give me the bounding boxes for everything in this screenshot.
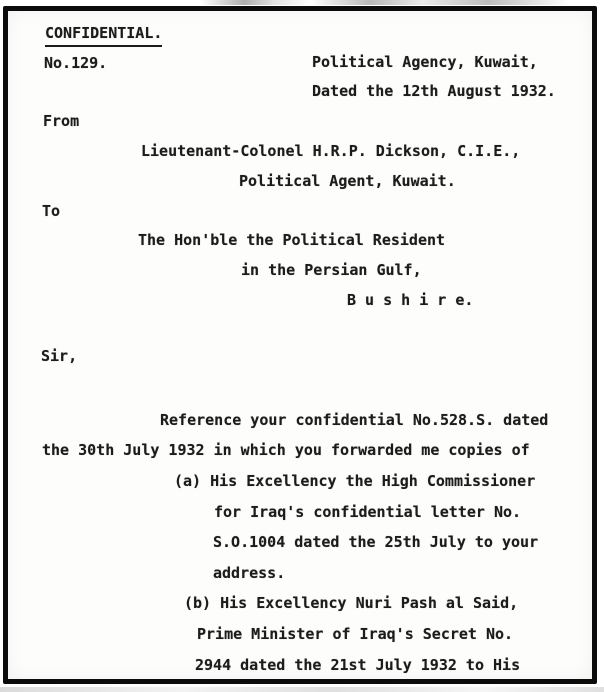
salutation: Sir, — [41, 347, 78, 365]
enclosure-b-line-3: 2944 dated the 21st July 1932 to His — [195, 656, 521, 674]
letter-number: No.129. — [44, 54, 108, 72]
classification-heading: CONFIDENTIAL. — [45, 23, 162, 47]
letterhead-date: Dated the 12th August 1932. — [312, 82, 556, 100]
scan-artifact-bottom — [0, 687, 604, 692]
enclosure-b-line-1: (b) His Excellency Nuri Pash al Said, — [184, 594, 519, 612]
body-paragraph-line-2: the 30th July 1932 in which you forwarded me copies of — [42, 441, 530, 459]
body-paragraph-line-1: Reference your confidential No.528.S. dated — [160, 411, 549, 429]
document-frame — [3, 6, 597, 684]
recipient-line-2: in the Persian Gulf, — [241, 261, 422, 279]
from-label: From — [43, 112, 80, 130]
enclosure-a-line-4: address. — [213, 564, 286, 582]
enclosure-a-line-3: S.O.1004 dated the 25th July to your — [213, 533, 539, 551]
enclosure-a-line-2: for Iraq's confidential letter No. — [214, 503, 522, 521]
sender-title: Political Agent, Kuwait. — [239, 172, 456, 190]
recipient-city: B u s h i r e. — [347, 291, 474, 309]
enclosure-a-line-1: (a) His Excellency the High Commissioner — [174, 472, 536, 490]
enclosure-b-line-2: Prime Minister of Iraq's Secret No. — [197, 625, 514, 643]
scan-artifact-top — [200, 0, 570, 5]
to-label: To — [42, 202, 61, 220]
letterhead-place: Political Agency, Kuwait, — [312, 53, 538, 71]
sender-name: Lieutenant-Colonel H.R.P. Dickson, C.I.E., — [141, 142, 521, 160]
recipient-line-1: The Hon'ble the Political Resident — [138, 231, 446, 249]
